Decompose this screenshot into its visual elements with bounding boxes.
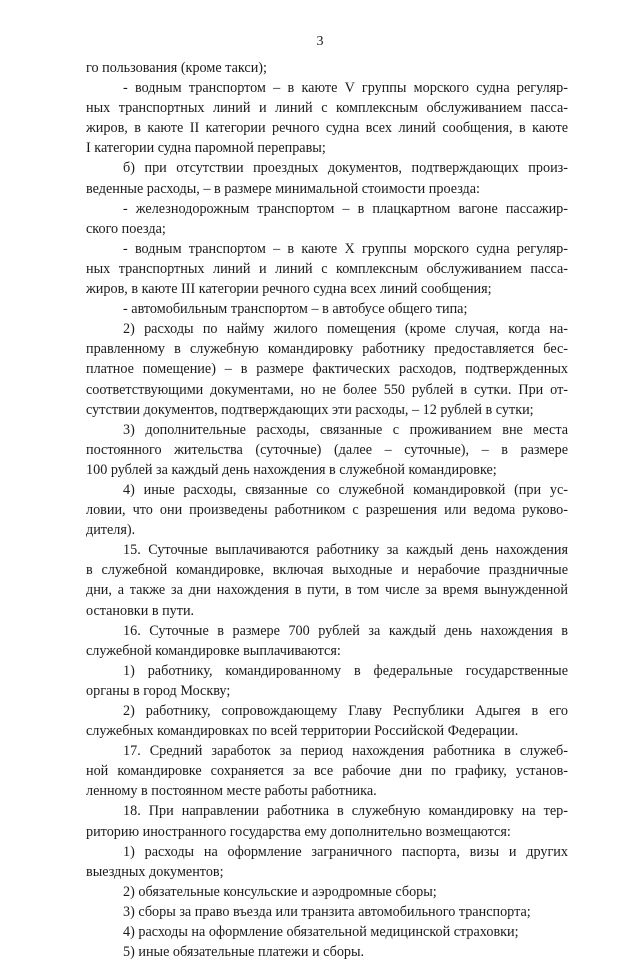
text-line: ных транспортных линий и линий с комплексным обслуживанием пасса-: [86, 260, 568, 277]
text-line: ных транспортных линий и линий с комплексным обслуживанием пасса-: [86, 100, 568, 117]
text-line: ной командировке сохраняется за все рабочие дни по графику, установ-: [86, 763, 568, 780]
text-line: 17. Средний заработок за период нахождения работника в служеб-: [123, 743, 568, 760]
text-line: 2) работнику, сопровождающему Главу Республики Адыгея в его: [123, 703, 568, 719]
text-line: 15. Суточные выплачиваются работнику за каждый день нахождения: [123, 542, 568, 559]
text-line: 100 рублей за каждый день нахождения в служебной командировке;: [86, 461, 497, 478]
text-line: ловии, что они произведены работником с разрешения или ведома руково-: [86, 502, 568, 519]
text-line: го пользования (кроме такси);: [86, 60, 267, 76]
text-line: органы в город Москву;: [86, 682, 231, 699]
text-line: б) при отсутствии проездных документов, подтверждающих произ-: [123, 160, 568, 177]
text-line: 16. Суточные в размере 700 рублей за каждый день нахождения в: [123, 622, 568, 639]
page-number: 3: [316, 34, 324, 49]
text-line: 18. При направлении работника в служебную командировку на тер-: [123, 803, 568, 820]
text-line: служебных командировках по всей территории Российской Федерации.: [86, 723, 519, 740]
text-line: - водным транспортом – в каюте V группы морского судна регуляр-: [123, 80, 568, 97]
text-line: выездных документов;: [86, 863, 224, 880]
text-line: постоянного жительства (суточные) (далее – суточные), – в размере: [86, 441, 568, 458]
text-line: - железнодорожным транспортом – в плацкартном вагоне пассажир-: [123, 200, 568, 217]
text-line: платное помещение) – в размере фактических расходов, подтвержденных: [86, 361, 568, 378]
text-line: в служебной командировке, включая выходные и нерабочие праздничные: [86, 562, 568, 579]
text-line: сутствии документов, подтверждающих эти расходы, – 12 рублей в сутки;: [86, 401, 534, 418]
text-line: 2) обязательные консульские и аэродромные сборы;: [123, 883, 437, 900]
text-line: ленному в постоянном месте работы работника.: [86, 783, 377, 800]
text-line: - автомобильным транспортом – в автобусе общего типа;: [123, 301, 468, 318]
text-line: 1) расходы на оформление заграничного паспорта, визы и других: [123, 843, 568, 860]
text-line: правленному в служебную командировку работнику предоставляется бес-: [86, 341, 568, 358]
document-body: [86, 58, 568, 962]
text-line: 3) дополнительные расходы, связанные с проживанием вне места: [123, 421, 568, 438]
text-line: 5) иные обязательные платежи и сборы.: [123, 944, 365, 961]
text-line: дни, а также за дни нахождения в пути, в том числе за время вынужденной: [86, 582, 568, 599]
text-line: остановки в пути.: [86, 602, 195, 619]
text-line: I категории судна паромной переправы;: [86, 140, 326, 157]
text-line: 1) работнику, командированному в федеральные государственные: [123, 662, 568, 679]
text-line: служебной командировке выплачиваются:: [86, 642, 341, 659]
text-line: веденные расходы, – в размере минимальной стоимости проезда:: [86, 180, 480, 197]
text-line: 4) расходы на оформление обязательной медицинской страховки;: [123, 924, 519, 941]
text-line: жиров, в каюте II категории речного судна всех линий сообщения, в каюте: [86, 120, 568, 137]
text-line: 4) иные расходы, связанные со служебной командировкой (при ус-: [123, 481, 568, 498]
text-line: жиров, в каюте III категории речного судна всех линий сообщения;: [86, 281, 492, 298]
text-line: 3) сборы за право въезда или транзита автомобильного транспорта;: [123, 903, 531, 920]
text-line: ского поезда;: [86, 220, 166, 237]
text-line: риторию иностранного государства ему дополнительно возмещаются:: [86, 823, 511, 840]
text-line: 2) расходы по найму жилого помещения (кроме случая, когда на-: [123, 321, 568, 338]
text-line: дителя).: [86, 522, 136, 539]
text-line: соответствующими документами, но не более 550 рублей в сутки. При от-: [86, 381, 568, 398]
text-line: - водным транспортом – в каюте X группы морского судна регуляр-: [123, 240, 568, 257]
